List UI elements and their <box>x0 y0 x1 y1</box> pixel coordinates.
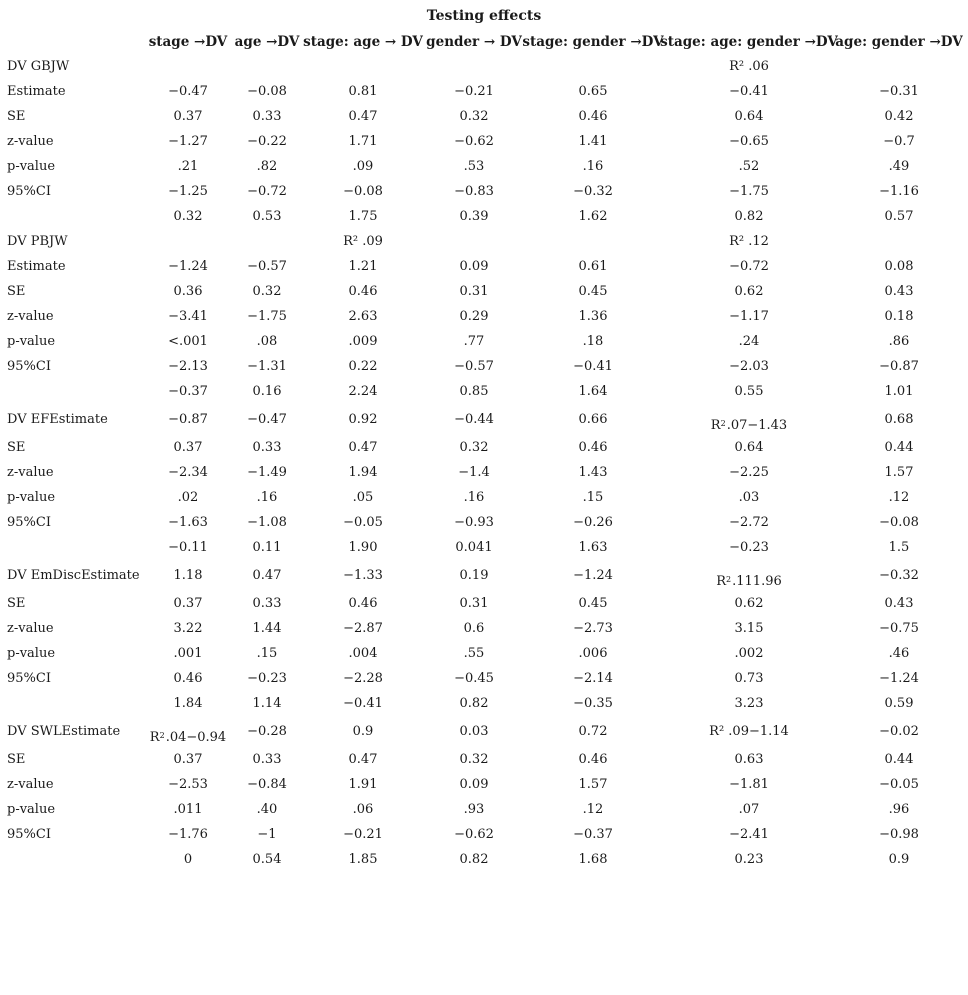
table-cell: 0.53 <box>252 209 282 224</box>
table-cell: 0.31 <box>459 596 489 611</box>
table-cell: 1.57 <box>884 465 914 480</box>
table-row <box>0 440 968 460</box>
table-cell: .07 <box>738 802 760 817</box>
table-cell: .96 <box>888 802 910 817</box>
table-cell: −2.14 <box>573 671 613 686</box>
table-cell: 0.08 <box>884 259 914 274</box>
table-cell: 0.46 <box>173 671 203 686</box>
table-cell: .02 <box>177 490 199 505</box>
table-cell: −0.41 <box>729 84 769 99</box>
table-row <box>0 568 968 588</box>
table-cell: −0.08 <box>879 515 919 530</box>
table-cell: −0.57 <box>454 359 494 374</box>
table-cell: .82 <box>256 159 278 174</box>
table-cell: 0.61 <box>578 259 608 274</box>
table-cell: −2.03 <box>729 359 769 374</box>
table-row <box>0 359 968 379</box>
table-cell: <.001 <box>168 334 208 349</box>
table-cell: −1.75 <box>247 309 287 324</box>
table-cell: .86 <box>888 334 910 349</box>
table-cell: 0.32 <box>252 284 282 299</box>
column-header: gender → DV <box>426 34 522 50</box>
table-cell: −0.7 <box>883 134 915 149</box>
table-cell: −0.93 <box>454 515 494 530</box>
table-cell: −0.21 <box>454 84 494 99</box>
row-label: SE <box>7 596 26 611</box>
table-row <box>0 852 968 872</box>
table-cell: 0.47 <box>348 109 378 124</box>
table-cell: −2.25 <box>729 465 769 480</box>
table-cell <box>711 418 787 433</box>
table-cell: 3.15 <box>734 621 764 636</box>
table-cell: 0.44 <box>884 440 914 455</box>
table-row <box>0 412 968 432</box>
table-cell: 0.31 <box>459 284 489 299</box>
row-label: DV SWLEstimate <box>7 724 121 739</box>
table-cell: .006 <box>578 646 608 661</box>
table-cell: 1.63 <box>578 540 608 555</box>
table-cell: 0.68 <box>884 412 914 427</box>
table-cell: −1.49 <box>247 465 287 480</box>
table-cell: −0.28 <box>247 724 287 739</box>
table-row <box>0 696 968 716</box>
table-row <box>0 671 968 691</box>
table-cell: R² .09−1.14 <box>709 724 789 739</box>
table-cell: .55 <box>463 646 485 661</box>
table-cell: 0.54 <box>252 852 282 867</box>
table-row <box>0 284 968 304</box>
row-label: z-value <box>7 134 54 149</box>
table-cell: −0.21 <box>343 827 383 842</box>
row-label: p-value <box>7 646 56 661</box>
table-cell: 1.90 <box>348 540 378 555</box>
table-cell: −0.37 <box>168 384 208 399</box>
table-cell: 1.91 <box>348 777 378 792</box>
table-cell: 3.23 <box>734 696 764 711</box>
column-header: age →DV <box>234 34 300 50</box>
row-label: 95%CI <box>7 671 51 686</box>
table-cell: −0.31 <box>879 84 919 99</box>
table-cell: 1.64 <box>578 384 608 399</box>
table-cell: R² .12 <box>729 234 769 249</box>
table-cell: −1.27 <box>168 134 208 149</box>
r-squared-letter: R <box>710 418 721 433</box>
table-cell <box>716 574 782 589</box>
table-cell: 0.33 <box>252 752 282 767</box>
table-cell: −1.24 <box>573 568 613 583</box>
table-cell: 0.47 <box>252 568 282 583</box>
table-cell: .03 <box>738 490 760 505</box>
table-cell: .002 <box>734 646 764 661</box>
row-label: SE <box>7 752 26 767</box>
row-label: p-value <box>7 490 56 505</box>
table-cell: 0.65 <box>578 84 608 99</box>
table-cell: 1.44 <box>252 621 282 636</box>
table-cell: .53 <box>463 159 485 174</box>
table-cell: −2.72 <box>729 515 769 530</box>
table-cell: 0.19 <box>459 568 489 583</box>
row-label: DV PBJW <box>7 234 68 249</box>
row-label: z-value <box>7 309 54 324</box>
table-cell: .21 <box>177 159 199 174</box>
table-cell: −0.87 <box>168 412 208 427</box>
table-cell: .40 <box>256 802 278 817</box>
row-label: z-value <box>7 465 54 480</box>
table-cell: 0.72 <box>578 724 608 739</box>
table-row <box>0 134 968 154</box>
table-cell: 0.37 <box>173 752 203 767</box>
row-label: SE <box>7 284 26 299</box>
table-cell: 0.33 <box>252 440 282 455</box>
table-cell: 1.18 <box>173 568 203 583</box>
table-cell: 0.62 <box>734 284 764 299</box>
table-cell: 0.33 <box>252 596 282 611</box>
table-cell: .011 <box>173 802 203 817</box>
table-cell: −2.28 <box>343 671 383 686</box>
table-cell: .06 <box>352 802 374 817</box>
table-cell: 0.46 <box>348 284 378 299</box>
table-cell: 0 <box>183 852 193 867</box>
row-label: DV GBJW <box>7 59 70 74</box>
table-cell: 0.43 <box>884 596 914 611</box>
table-cell: .93 <box>463 802 485 817</box>
table-cell <box>150 730 226 745</box>
r-squared-letter: R <box>716 574 727 589</box>
table-cell: 0.45 <box>578 596 608 611</box>
table-cell: 0.44 <box>884 752 914 767</box>
table-row <box>0 752 968 772</box>
table-cell: 0.82 <box>459 696 489 711</box>
column-header: age: gender →DV <box>835 34 963 50</box>
r-squared-exponent: 2 <box>720 419 726 428</box>
table-cell: 0.16 <box>252 384 282 399</box>
table-cell: −2.87 <box>343 621 383 636</box>
table-cell: −0.32 <box>573 184 613 199</box>
table-cell: −0.41 <box>343 696 383 711</box>
table-cell: 0.09 <box>459 777 489 792</box>
table-cell: −1.16 <box>879 184 919 199</box>
table-cell: 0.47 <box>348 752 378 767</box>
table-cell: 2.24 <box>348 384 378 399</box>
table-cell: −0.47 <box>168 84 208 99</box>
table-cell: −0.83 <box>454 184 494 199</box>
table-cell: 0.62 <box>734 596 764 611</box>
row-label: z-value <box>7 777 54 792</box>
table-row <box>0 540 968 560</box>
table-cell: 0.32 <box>459 109 489 124</box>
cell-value: .111.96 <box>732 574 782 589</box>
table-cell: 1.57 <box>578 777 608 792</box>
table-cell: .49 <box>888 159 910 174</box>
table-cell: 0.09 <box>459 259 489 274</box>
column-header: stage: age: gender →DV <box>660 34 838 50</box>
row-label: DV EmDiscEstimate <box>7 568 140 583</box>
table-cell: 0.82 <box>459 852 489 867</box>
table-cell: −2.73 <box>573 621 613 636</box>
table-cell: −2.41 <box>729 827 769 842</box>
table-cell: .15 <box>582 490 604 505</box>
table-row <box>0 646 968 666</box>
table-cell: 0.82 <box>734 209 764 224</box>
column-header: stage: gender →DV <box>522 34 664 50</box>
table-cell: 0.64 <box>734 109 764 124</box>
table-cell: −1.24 <box>879 671 919 686</box>
table-cell: 0.23 <box>734 852 764 867</box>
table-cell: 0.32 <box>173 209 203 224</box>
table-row <box>0 621 968 641</box>
table-cell: 1.36 <box>578 309 608 324</box>
table-cell: 0.36 <box>173 284 203 299</box>
table-cell: 0.9 <box>888 852 910 867</box>
row-label: z-value <box>7 621 54 636</box>
table-cell: 1.68 <box>578 852 608 867</box>
row-label: p-value <box>7 802 56 817</box>
table-cell: 0.37 <box>173 109 203 124</box>
table-cell: R² .06 <box>729 59 769 74</box>
table-cell: 1.01 <box>884 384 914 399</box>
table-cell: −0.23 <box>247 671 287 686</box>
table-cell: .18 <box>582 334 604 349</box>
table-cell: 1.71 <box>348 134 378 149</box>
column-header: stage: age → DV <box>303 34 423 50</box>
table-cell: −0.05 <box>343 515 383 530</box>
table-cell: 0.59 <box>884 696 914 711</box>
row-label: 95%CI <box>7 827 51 842</box>
table-cell: −0.75 <box>879 621 919 636</box>
table-cell: −0.72 <box>729 259 769 274</box>
row-label: DV EFEstimate <box>7 412 108 427</box>
table-row <box>0 84 968 104</box>
table-cell: 0.92 <box>348 412 378 427</box>
table-row <box>0 309 968 329</box>
table-cell: .05 <box>352 490 374 505</box>
table-cell: 0.47 <box>348 440 378 455</box>
table-cell: −0.87 <box>879 359 919 374</box>
table-cell: 0.33 <box>252 109 282 124</box>
table-cell: −0.02 <box>879 724 919 739</box>
table-cell: −2.13 <box>168 359 208 374</box>
table-row <box>0 777 968 797</box>
table-cell: .001 <box>173 646 203 661</box>
table-cell: −0.62 <box>454 134 494 149</box>
table-cell: 0.46 <box>578 752 608 767</box>
table-cell: −0.45 <box>454 671 494 686</box>
table-cell: −1.33 <box>343 568 383 583</box>
table-cell: .16 <box>582 159 604 174</box>
table-cell: 1.84 <box>173 696 203 711</box>
table-cell: −1.24 <box>168 259 208 274</box>
table-cell: 1.14 <box>252 696 282 711</box>
table-cell: R² .09 <box>343 234 383 249</box>
table-cell: .46 <box>888 646 910 661</box>
table-cell: 0.81 <box>348 84 378 99</box>
table-cell: −1.4 <box>458 465 490 480</box>
row-label: 95%CI <box>7 359 51 374</box>
table-cell: 0.6 <box>463 621 485 636</box>
table-cell: −0.26 <box>573 515 613 530</box>
table-cell: 0.9 <box>352 724 374 739</box>
table-cell: 0.11 <box>252 540 282 555</box>
table-row <box>0 234 968 254</box>
row-label: SE <box>7 440 26 455</box>
table-cell: −0.65 <box>729 134 769 149</box>
table-cell: −1.17 <box>729 309 769 324</box>
table-cell: −0.22 <box>247 134 287 149</box>
table-cell: .24 <box>738 334 760 349</box>
table-cell: 0.45 <box>578 284 608 299</box>
table-cell: −1.63 <box>168 515 208 530</box>
table-cell: −0.32 <box>879 568 919 583</box>
r-squared-exponent: 2 <box>159 731 165 740</box>
table-cell: 1.75 <box>348 209 378 224</box>
table-cell: 0.66 <box>578 412 608 427</box>
table-row <box>0 59 968 79</box>
table-row <box>0 465 968 485</box>
table-cell: 0.46 <box>348 596 378 611</box>
table-row <box>0 596 968 616</box>
table-cell: −0.98 <box>879 827 919 842</box>
table-cell: −0.41 <box>573 359 613 374</box>
table-cell: 0.42 <box>884 109 914 124</box>
r-squared-letter: R <box>149 730 160 745</box>
table-cell: 0.37 <box>173 440 203 455</box>
table-cell: −0.23 <box>729 540 769 555</box>
table-cell: 0.22 <box>348 359 378 374</box>
table-cell: 0.46 <box>578 109 608 124</box>
table-cell: 1.5 <box>888 540 910 555</box>
table-cell: −0.11 <box>168 540 208 555</box>
table-cell: −0.08 <box>343 184 383 199</box>
table-cell: .12 <box>888 490 910 505</box>
table-cell: 2.63 <box>348 309 378 324</box>
cell-value: .04−0.94 <box>165 730 227 745</box>
table-cell: −1.81 <box>729 777 769 792</box>
table-cell: 0.46 <box>578 440 608 455</box>
table-cell: 0.57 <box>884 209 914 224</box>
table-cell: .15 <box>256 646 278 661</box>
table-row <box>0 259 968 279</box>
table-cell: .009 <box>348 334 378 349</box>
table-cell: −0.08 <box>247 84 287 99</box>
table-row <box>0 384 968 404</box>
table-cell: 0.03 <box>459 724 489 739</box>
table-cell: 1.62 <box>578 209 608 224</box>
table-row <box>0 109 968 129</box>
table-cell: 0.43 <box>884 284 914 299</box>
table-cell: 0.39 <box>459 209 489 224</box>
table-cell: 0.18 <box>884 309 914 324</box>
table-cell: 0.29 <box>459 309 489 324</box>
row-label: p-value <box>7 334 56 349</box>
table-cell: 0.32 <box>459 440 489 455</box>
table-cell: 1.41 <box>578 134 608 149</box>
table-row <box>0 334 968 354</box>
table-cell: 1.94 <box>348 465 378 480</box>
table-cell: 1.43 <box>578 465 608 480</box>
table-cell: .52 <box>738 159 760 174</box>
table-cell: .08 <box>256 334 278 349</box>
table-row <box>0 490 968 510</box>
r-squared-exponent: 2 <box>726 575 732 584</box>
row-label: p-value <box>7 159 56 174</box>
table-cell: −2.53 <box>168 777 208 792</box>
table-cell: .16 <box>256 490 278 505</box>
table-cell: −0.84 <box>247 777 287 792</box>
table-cell: −0.57 <box>247 259 287 274</box>
table-row <box>0 209 968 229</box>
table-cell: 0.55 <box>734 384 764 399</box>
table-cell: 1.21 <box>348 259 378 274</box>
table-cell: 0.63 <box>734 752 764 767</box>
row-label: Estimate <box>7 84 66 99</box>
table-row <box>0 184 968 204</box>
table-cell: −1 <box>257 827 277 842</box>
row-label: 95%CI <box>7 184 51 199</box>
table-cell: 0.32 <box>459 752 489 767</box>
table-cell: −1.31 <box>247 359 287 374</box>
table-cell: 1.85 <box>348 852 378 867</box>
table-cell: 0.37 <box>173 596 203 611</box>
table-title: Testing effects <box>426 8 542 24</box>
row-label: Estimate <box>7 259 66 274</box>
table-row <box>0 724 968 744</box>
table-row <box>0 159 968 179</box>
table-cell: .77 <box>463 334 485 349</box>
column-header: stage →DV <box>148 34 228 50</box>
table-cell: −3.41 <box>168 309 208 324</box>
table-cell: −0.37 <box>573 827 613 842</box>
table-cell: 0.041 <box>455 540 493 555</box>
table-cell: .004 <box>348 646 378 661</box>
table-cell: 3.22 <box>173 621 203 636</box>
table-cell: .09 <box>352 159 374 174</box>
table-cell: −0.72 <box>247 184 287 199</box>
cell-value: .07−1.43 <box>726 418 788 433</box>
table-cell: −0.44 <box>454 412 494 427</box>
table-cell: −1.75 <box>729 184 769 199</box>
table-cell: .12 <box>582 802 604 817</box>
table-cell: .16 <box>463 490 485 505</box>
row-label: 95%CI <box>7 515 51 530</box>
row-label: SE <box>7 109 26 124</box>
table-cell: −0.47 <box>247 412 287 427</box>
table-cell: −0.35 <box>573 696 613 711</box>
table-cell: −1.76 <box>168 827 208 842</box>
table-cell: 0.64 <box>734 440 764 455</box>
table-row <box>0 802 968 822</box>
table-cell: 0.73 <box>734 671 764 686</box>
table-cell: −0.05 <box>879 777 919 792</box>
table-row <box>0 827 968 847</box>
table-cell: −0.62 <box>454 827 494 842</box>
table-cell: 0.85 <box>459 384 489 399</box>
table-cell: −1.25 <box>168 184 208 199</box>
table-cell: −2.34 <box>168 465 208 480</box>
table-row <box>0 515 968 535</box>
table-cell: −1.08 <box>247 515 287 530</box>
